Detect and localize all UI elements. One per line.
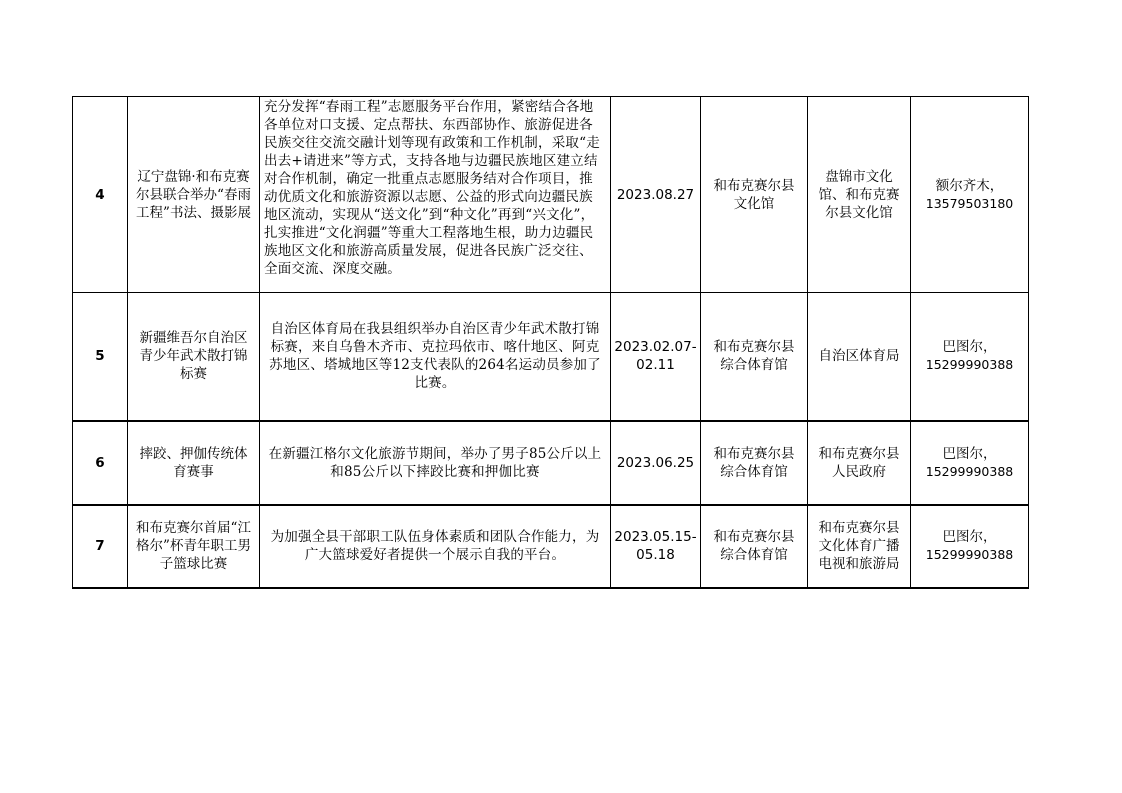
- activity-name: 新疆维吾尔自治区青少年武术散打锦标赛: [139, 330, 248, 383]
- table-row: [73, 97, 1029, 293]
- contact-phone: 15299990388: [925, 463, 1014, 479]
- activity-content: 在新疆江格尔文化旅游节期间，举办了男子85公斤以上和85公斤以下摔跤比赛和押伽比赛: [268, 445, 602, 480]
- activity-name-cell: [128, 421, 260, 505]
- activity-date: 2023.08.27: [611, 97, 701, 293]
- table-row: [73, 421, 1029, 505]
- host-unit: 和布克赛尔县综合体育馆: [713, 529, 795, 563]
- organizer-cell: [808, 293, 911, 421]
- organizer-unit: 盘锦市文化馆、和布克赛尔县文化馆: [818, 168, 900, 221]
- contact-name: 巴图尔，: [942, 339, 997, 356]
- activity-date: 2023.05.15-05.18: [611, 505, 701, 588]
- activity-content-cell: [260, 97, 611, 293]
- activity-content: 自治区体育局在我县组织举办自治区青少年武术散打锦标赛，来自乌鲁木齐市、克拉玛依市、喀什地区、阿克苏地区、塔城地区等12支代表队的264名运动员参加了比赛。: [269, 321, 601, 392]
- activities-table: [72, 96, 1029, 589]
- table-row: [73, 505, 1029, 588]
- host-unit: 和布克赛尔县文化馆: [713, 177, 795, 212]
- organizer-cell: [808, 421, 911, 505]
- activity-name: 和布克赛尔首届“江格尔”杯青年职工男子篮球比赛: [136, 520, 251, 572]
- contact-name: 巴图尔，: [942, 445, 997, 462]
- activity-name-cell: [128, 97, 260, 293]
- contact-phone: 13579503180: [925, 195, 1014, 211]
- organizer-unit: 自治区体育局: [818, 348, 900, 365]
- contact-phone: 15299990388: [925, 547, 1014, 562]
- host-cell: [701, 97, 808, 293]
- contact-phone: 15299990388: [925, 357, 1014, 373]
- activity-date: 2023.06.25: [611, 421, 701, 505]
- host-unit: 和布克赛尔县综合体育馆: [713, 339, 795, 374]
- organizer-cell: [808, 505, 911, 588]
- activity-content: 充分发挥“春雨工程”志愿服务平台作用，紧密结合各地各单位对口支援、定点帮扶、东西部协作、旅游促进各民族交往交流交融计划等现有政策和工作机制，采取“走出去+请进来”等方式，支持各地与边疆民族地区建立结对合作机制，确定一批重点志愿服务结对合作项目，推动优质文化和旅游资源以志愿、公益的形式向边疆民族地区流动，实现从“送文化”到“种文化”再到“兴文化”，扎实推进“文化润疆”等重大工程落地生根，助力边疆民族地区文化和旅游高质量发展，促进各民族广泛交往、全面交流、深度交融。: [264, 98, 600, 277]
- activity-content: 为加强全县干部职工队伍身体素质和团队合作能力，为广大篮球爱好者提供一个展示自我的平台。: [270, 529, 600, 563]
- activity-name-cell: [128, 293, 260, 421]
- activity-name: 辽宁盘锦·和布克赛尔县联合举办“春雨工程”书法、摄影展: [136, 168, 251, 221]
- contact-name: 巴图尔，: [942, 529, 997, 545]
- activity-content-cell: [260, 505, 611, 588]
- activity-content-cell: [260, 293, 611, 421]
- host-cell: [701, 293, 808, 421]
- organizer-unit: 和布克赛尔县文化体育广播电视和旅游局: [818, 520, 900, 572]
- host-cell: [701, 421, 808, 505]
- table-row: [73, 293, 1029, 421]
- contact-cell: [911, 421, 1029, 505]
- host-unit: 和布克赛尔县综合体育馆: [713, 445, 795, 480]
- row-number: 6: [73, 421, 128, 505]
- row-number: 7: [73, 505, 128, 588]
- contact-cell: [911, 97, 1029, 293]
- row-number: 4: [73, 97, 128, 293]
- activity-name: 摔跤、押伽传统体育赛事: [139, 445, 248, 480]
- activity-content-cell: [260, 421, 611, 505]
- organizer-unit: 和布克赛尔县人民政府: [818, 445, 900, 480]
- organizer-cell: [808, 97, 911, 293]
- contact-cell: [911, 505, 1029, 588]
- activity-date: 2023.02.07-02.11: [611, 293, 701, 421]
- contact-cell: [911, 293, 1029, 421]
- activity-name-cell: [128, 505, 260, 588]
- host-cell: [701, 505, 808, 588]
- contact-name: 额尔齐木，: [935, 177, 1004, 194]
- row-number: 5: [73, 293, 128, 421]
